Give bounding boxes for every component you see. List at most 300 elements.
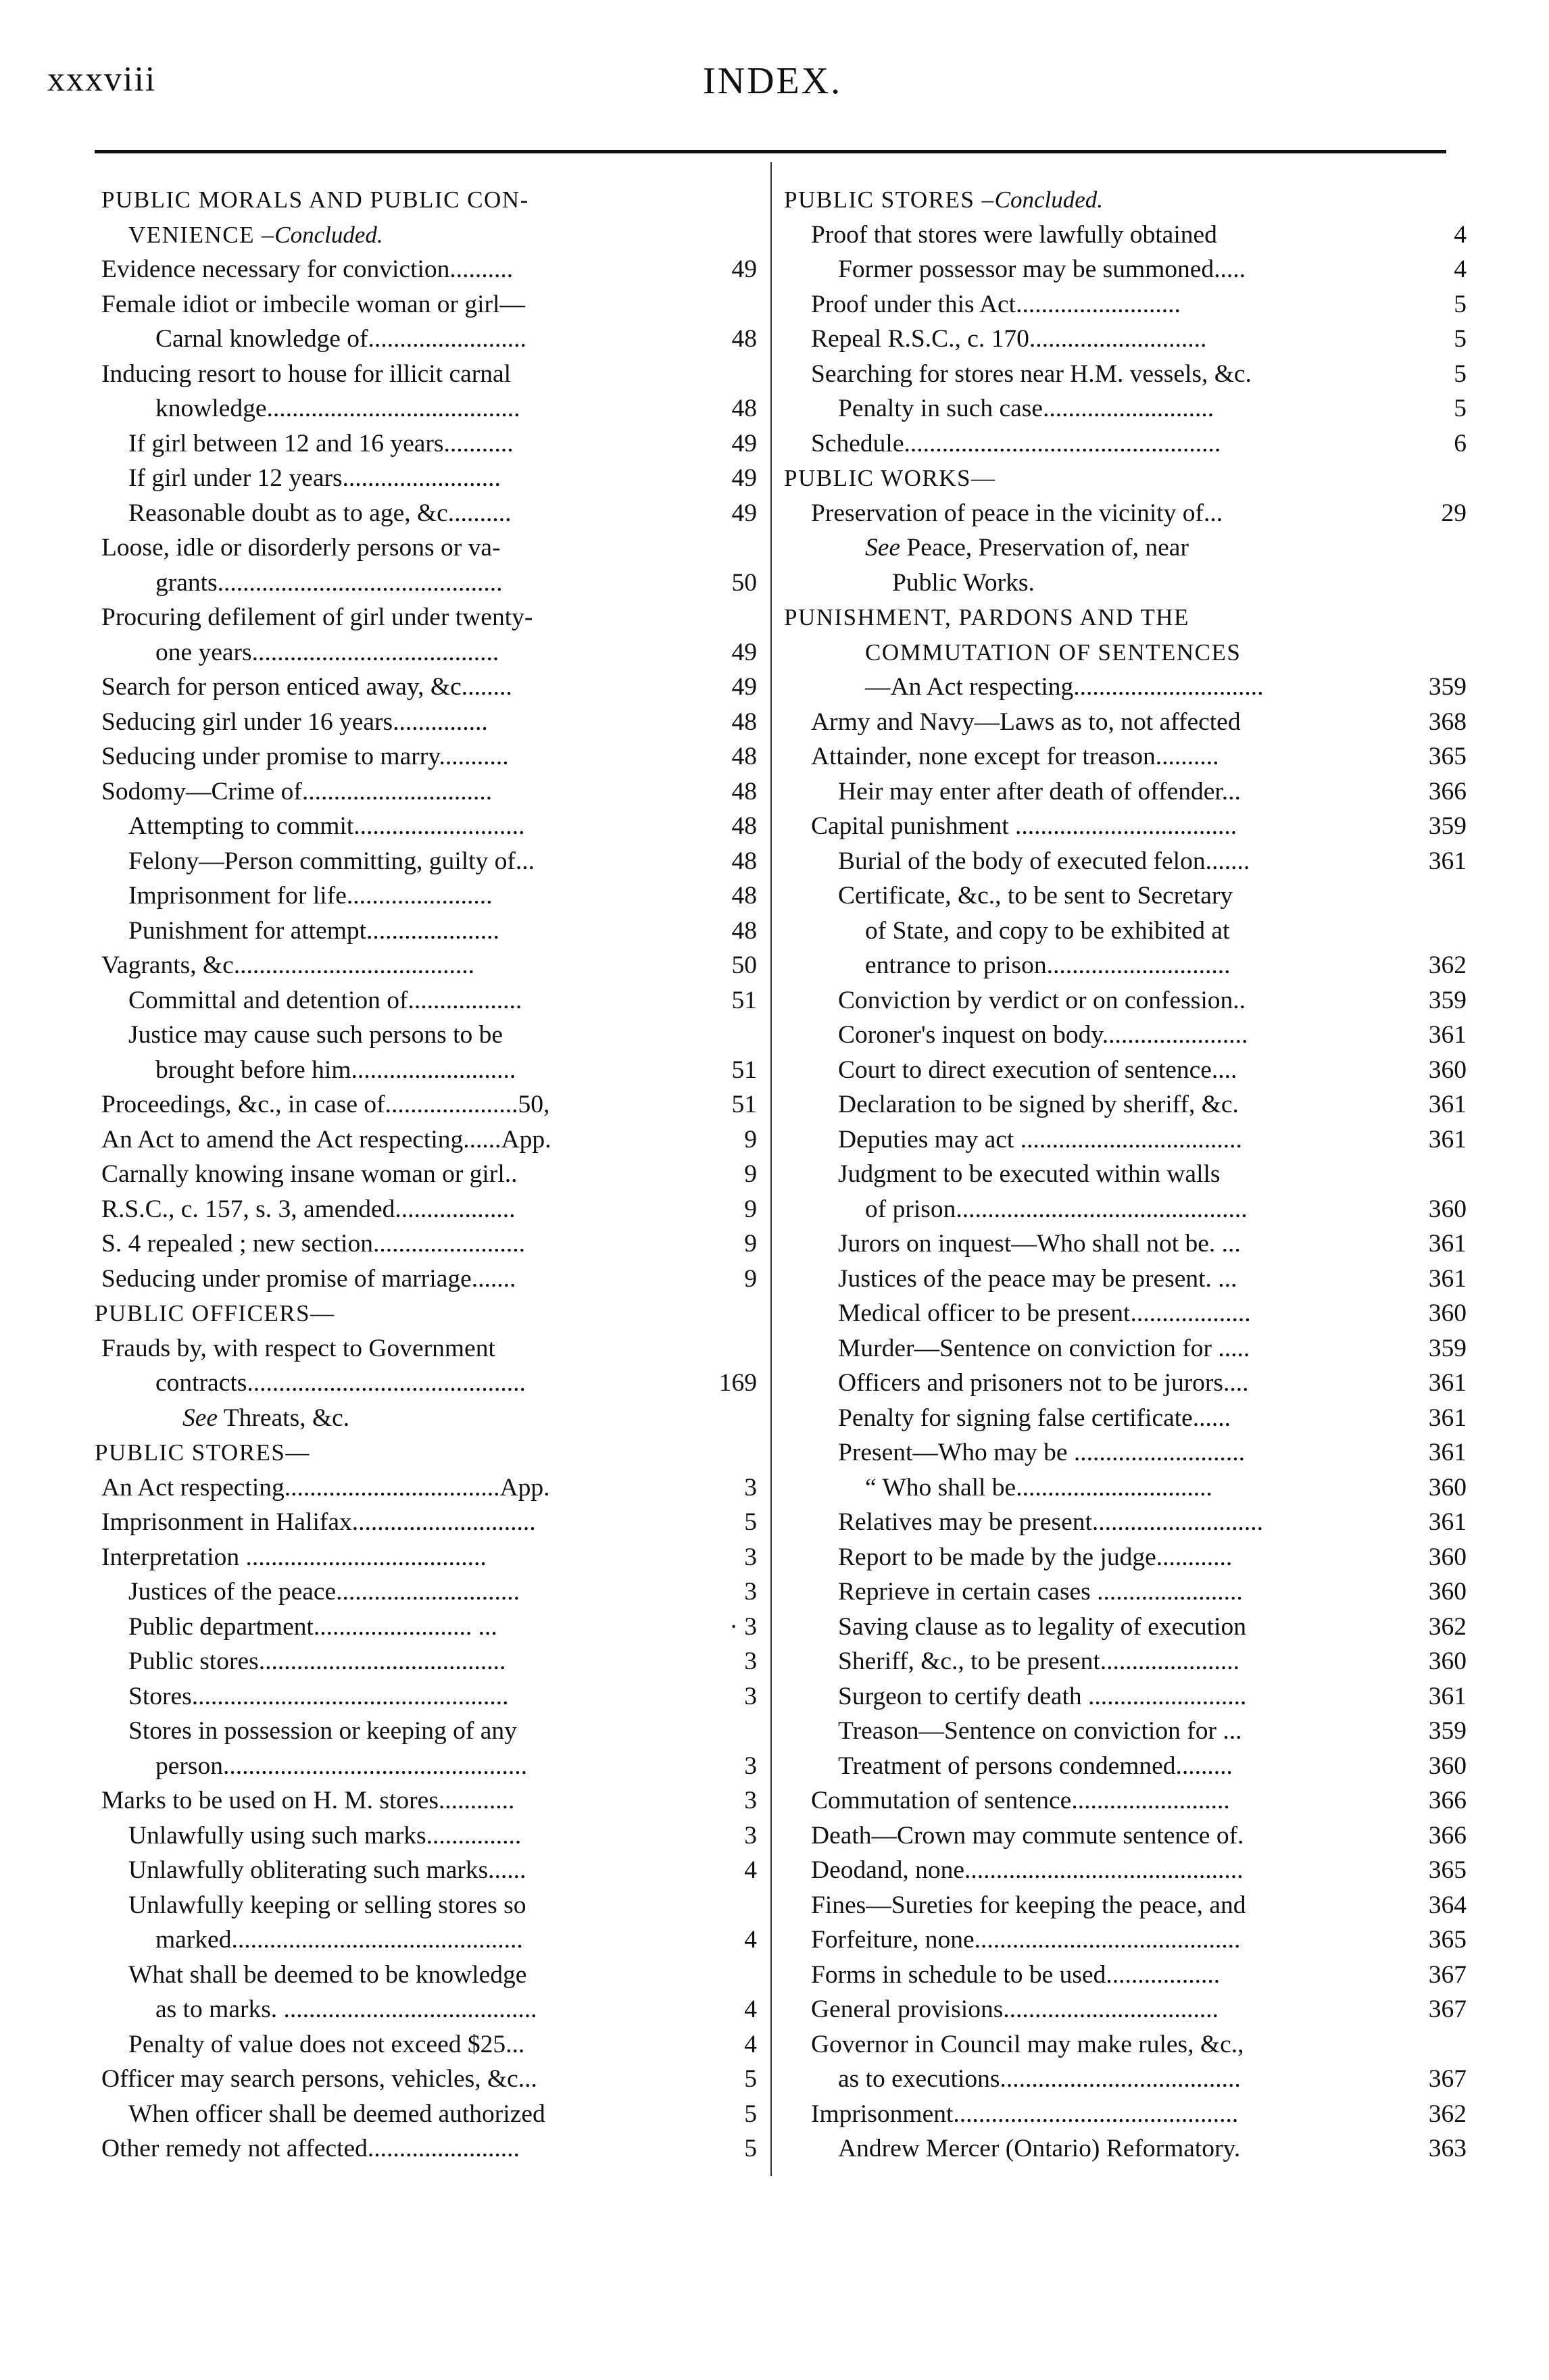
index-entry: [784, 1888, 1467, 1923]
entry-text: [128, 1647, 506, 1675]
entry-text: [101, 1474, 549, 1502]
page-reference: 364: [1428, 1891, 1467, 1919]
entry-label: Peace, Preservation of, near: [906, 534, 1189, 562]
entry-text: [838, 2065, 1241, 2093]
page-reference: 5: [1454, 325, 1467, 353]
entry-label: Penalty for signing false certificate......: [838, 1404, 1231, 1432]
entry-label: Proceedings, &c., in case of.....................50,: [101, 1091, 550, 1118]
index-entry: [101, 1470, 757, 1506]
entry-text: [128, 847, 535, 875]
entry-label: —An Act respecting..............................: [865, 673, 1264, 701]
entry-label: Former possessor may be summoned.....: [838, 255, 1246, 283]
index-entry: [784, 1783, 1467, 1818]
index-entry: [101, 1888, 757, 1923]
index-column-left: [95, 182, 757, 2166]
entry-text: [838, 987, 1246, 1014]
index-entry: [101, 705, 757, 740]
page-reference: 3: [744, 1578, 757, 1606]
page-reference: 6: [1454, 429, 1467, 457]
page-reference: 360: [1428, 1056, 1467, 1084]
index-entry: [101, 322, 757, 357]
entry-text: [128, 1717, 517, 1745]
page-reference: 359: [1428, 673, 1467, 701]
entry-text: [128, 1822, 521, 1850]
entry-text: [101, 1126, 551, 1154]
page-reference: 50: [731, 951, 757, 979]
entry-text: [865, 1195, 1248, 1223]
index-entry: [784, 1992, 1467, 2027]
entry-label: Reprieve in certain cases .......................: [838, 1578, 1243, 1606]
index-entry: [101, 1157, 757, 1192]
page-reference: 366: [1428, 1821, 1467, 1850]
entry-label: PUBLIC OFFICERS—: [95, 1300, 335, 1327]
page-reference: 4: [744, 1995, 757, 2023]
entry-text: [811, 812, 1237, 840]
entry-label: Justices of the peace may be present. ...: [838, 1264, 1237, 1293]
entry-text: [811, 1995, 1219, 2023]
page-header: [0, 59, 1549, 114]
entry-label: Andrew Mercer (Ontario) Reformatory.: [838, 2135, 1241, 2162]
entry-text: [155, 639, 499, 666]
page-reference: 9: [744, 1230, 757, 1258]
index-entry: [101, 287, 757, 322]
index-entry: [101, 1714, 757, 1749]
page-reference: 49: [731, 255, 757, 283]
entry-text: [128, 882, 492, 910]
entry-label: Loose, idle or disorderly persons or va-: [101, 534, 501, 562]
entry-label: Declaration to be signed by sheriff, &c.: [838, 1091, 1239, 1118]
entry-label: Seducing under promise of marriage.......: [101, 1264, 516, 1293]
entry-label: PUNISHMENT, PARDONS AND THE: [784, 604, 1189, 630]
index-entry: [784, 1226, 1467, 1262]
page-reference: 48: [731, 395, 757, 422]
index-entry: [101, 252, 757, 287]
entry-label: Capital punishment ...................................: [811, 812, 1237, 840]
page-reference: 361: [1428, 1682, 1467, 1710]
entry-text: [865, 951, 1231, 979]
entry-label: Governor in Council may make rules, &c.,: [811, 2030, 1244, 2058]
entry-label: Conviction by verdict or on confession..: [838, 986, 1246, 1014]
entry-text: [128, 987, 522, 1014]
entry-label: Other remedy not affected........................: [101, 2135, 520, 2162]
entry-label: Interpretation ......................................: [101, 1543, 487, 1571]
index-entry: [101, 1610, 757, 1645]
header-rule: [95, 150, 1446, 153]
index-entry: [784, 391, 1467, 426]
index-entry: [101, 1018, 757, 1053]
index-entry: [784, 1923, 1467, 1958]
entry-label: of prison..............................................: [865, 1195, 1248, 1223]
entry-label: Inducing resort to house for illicit carnal: [101, 360, 512, 388]
entry-label: If girl between 12 and 16 years...........: [128, 429, 514, 457]
entry-text: [101, 603, 533, 631]
index-entry: [784, 2131, 1467, 2166]
entry-text: [101, 187, 529, 213]
entry-text: [838, 1056, 1237, 1084]
entry-text: [811, 1822, 1244, 1850]
page-reference: 5: [744, 2135, 757, 2162]
page-reference: 360: [1428, 1299, 1467, 1327]
page-reference: · 3: [729, 1612, 757, 1641]
entry-label: as to marks. ........................................: [155, 1995, 537, 2023]
entry-text: [892, 569, 1035, 597]
entry-label: Carnal knowledge of.........................: [155, 325, 526, 353]
page-title: INDEX.: [703, 60, 843, 102]
entry-text: [101, 1091, 549, 1118]
index-entry: [101, 1923, 757, 1958]
entry-text: [155, 1995, 537, 2023]
entry-text: [155, 1369, 526, 1397]
entry-label: marked..............................................: [155, 1926, 523, 1954]
entry-text: [128, 464, 501, 492]
entry-text: [838, 1299, 1251, 1327]
entry-text: [811, 743, 1219, 770]
entry-label: of State, and copy to be exhibited at: [865, 916, 1230, 945]
page-reference: 360: [1428, 1195, 1467, 1223]
page-reference: 4: [1454, 220, 1467, 249]
entry-label: Threats, &c.: [223, 1404, 350, 1432]
entry-label: “ Who shall be...............................: [865, 1473, 1212, 1502]
entry-label: COMMUTATION OF SENTENCES: [865, 639, 1241, 666]
index-column-right: [784, 182, 1467, 2166]
entry-text: [838, 255, 1246, 283]
entry-text: [128, 1856, 526, 1884]
page-reference: 5: [744, 2065, 757, 2093]
page-reference: 362: [1428, 951, 1467, 979]
entry-label: Saving clause as to legality of execution: [838, 1612, 1246, 1641]
entry-text: [128, 1683, 509, 1710]
entry-label: Officer may search persons, vehicles, &c...: [101, 2065, 537, 2093]
index-entry: [101, 670, 757, 705]
page-reference: 361: [1428, 1369, 1467, 1397]
page-reference: 3: [744, 1752, 757, 1780]
entry-label: Imprisonment for life.......................: [128, 882, 493, 910]
index-heading: [784, 461, 1467, 496]
entry-text: [101, 951, 474, 979]
entry-text: [128, 2031, 524, 2058]
page-reference: 3: [744, 1682, 757, 1710]
entry-label: General provisions..................................: [811, 1995, 1219, 2023]
page-reference: 50: [731, 568, 757, 597]
index-entry: [101, 914, 757, 949]
entry-label: grants.............................................: [155, 568, 503, 597]
entry-label: Imprisonment.............................................: [811, 2100, 1239, 2128]
index-entry: [101, 1783, 757, 1818]
entry-label: Female idiot or imbecile woman or girl—: [101, 290, 525, 318]
page-reference: 362: [1428, 1612, 1467, 1641]
index-entry: [784, 1435, 1467, 1470]
index-entry: [101, 948, 757, 983]
index-entry: [101, 1505, 757, 1540]
entry-label: Relatives may be present...........................: [838, 1508, 1264, 1536]
entry-label: Justice may cause such persons to be: [128, 1021, 503, 1049]
page-reference: 361: [1428, 1404, 1467, 1432]
entry-text: [838, 882, 1233, 910]
entry-label: Schedule..................................................: [811, 429, 1221, 457]
index-heading: [784, 182, 1467, 218]
page-reference: 360: [1428, 1473, 1467, 1502]
entry-label: Proof under this Act..........................: [811, 290, 1181, 318]
page-reference: 48: [731, 882, 757, 910]
index-entry: [101, 391, 757, 426]
page-reference: 48: [731, 812, 757, 840]
entry-label: Heir may enter after death of offender...: [838, 777, 1241, 805]
index-entry: [784, 1122, 1467, 1158]
page-reference: 4: [744, 1856, 757, 1884]
entry-text: [101, 1787, 514, 1814]
page-reference: 51: [731, 1091, 757, 1118]
entry-text: [865, 639, 1241, 666]
column-divider: [770, 162, 772, 2176]
index-entry: [784, 670, 1467, 705]
page-reference: 5: [1454, 395, 1467, 422]
entry-label: as to executions......................................: [838, 2065, 1241, 2093]
entry-text: [182, 1404, 349, 1432]
entry-text: [128, 1961, 526, 1989]
entry-text: [128, 1021, 503, 1049]
entry-label: Stores..................................................: [128, 1682, 509, 1710]
entry-text: [811, 430, 1221, 457]
index-entry: [784, 1192, 1467, 1227]
entry-text: [155, 395, 520, 422]
index-entry: [101, 844, 757, 879]
index-entry: [784, 774, 1467, 810]
page-reference: 361: [1428, 1125, 1467, 1154]
entry-text: [128, 499, 512, 527]
entry-text: [101, 1543, 487, 1571]
entry-label: Deodand, none............................................: [811, 1856, 1244, 1884]
index-entry: [784, 2097, 1467, 2132]
entry-text: [838, 1683, 1246, 1710]
entry-label: Imprisonment in Halifax.............................: [101, 1508, 536, 1536]
entry-text: [811, 360, 1252, 388]
entry-label: Vagrants, &c......................................: [101, 951, 475, 979]
index-entry: [784, 1749, 1467, 1784]
index-entry: [784, 948, 1467, 983]
entry-text: [838, 778, 1241, 805]
entry-label: person................................................: [155, 1752, 527, 1780]
index-entry: [101, 1540, 757, 1575]
index-entry: [101, 2097, 757, 2132]
page-reference: 5: [744, 1508, 757, 1536]
page-reference: 5: [1454, 290, 1467, 318]
index-entry: [784, 496, 1467, 531]
entry-text: [865, 917, 1229, 945]
entry-text: [811, 1961, 1220, 1989]
index-entry: [784, 426, 1467, 462]
index-entry: [784, 809, 1467, 844]
entry-label: Penalty of value does not exceed $25...: [128, 2030, 525, 2058]
index-heading: [95, 1435, 757, 1470]
index-entry: [784, 287, 1467, 322]
page-reference: 360: [1428, 1752, 1467, 1780]
page-reference: 49: [731, 673, 757, 701]
entry-text: [155, 1056, 516, 1084]
page-reference: 4: [744, 2030, 757, 2058]
entry-text: [101, 743, 509, 770]
entry-label: Coroner's inquest on body.......................: [838, 1021, 1248, 1049]
entry-text: [838, 1543, 1232, 1571]
page-reference: 361: [1428, 1091, 1467, 1118]
entry-label: Punishment for attempt.....................: [128, 916, 499, 945]
entry-text: [101, 1160, 518, 1188]
index-entry: [784, 1505, 1467, 1540]
entry-text: [101, 708, 488, 736]
index-entry: [784, 1401, 1467, 1436]
page-reference: 48: [731, 708, 757, 736]
entry-text: [101, 255, 513, 283]
entry-text: [95, 1300, 335, 1327]
entry-label: Certificate, &c., to be sent to Secretary: [838, 882, 1233, 910]
see-reference: See: [865, 534, 901, 562]
entry-text: [155, 569, 503, 597]
entry-label: PUBLIC MORALS AND PUBLIC CON-: [101, 187, 529, 213]
entry-text: [838, 1335, 1250, 1362]
index-entry: [101, 1401, 757, 1436]
index-entry: [784, 1853, 1467, 1888]
continued-label: Concluded.: [994, 187, 1104, 213]
index-heading: [784, 600, 1467, 635]
index-entry: [101, 2062, 757, 2097]
index-entry: [101, 1087, 757, 1122]
page-reference: 49: [731, 464, 757, 492]
page-reference: 366: [1428, 1787, 1467, 1814]
entry-text: [838, 1717, 1241, 1745]
entry-text: [101, 1265, 516, 1293]
entry-text: [811, 1926, 1240, 1954]
page-reference: 9: [744, 1125, 757, 1154]
page-reference: 48: [731, 847, 757, 875]
entry-text: [811, 2100, 1238, 2128]
index-entry: [784, 878, 1467, 914]
entry-text: [101, 673, 512, 701]
entry-label: Penalty in such case...........................: [838, 395, 1214, 422]
index-entry: [784, 252, 1467, 287]
index-heading: [95, 1296, 757, 1331]
page-reference: 4: [1454, 255, 1467, 283]
index-entry: [101, 983, 757, 1018]
page-reference: 365: [1428, 1856, 1467, 1884]
index-entry: [784, 1053, 1467, 1088]
entry-label: Treason—Sentence on conviction for ...: [838, 1717, 1242, 1745]
entry-label: Present—Who may be ...........................: [838, 1439, 1245, 1466]
page-reference: 359: [1428, 1334, 1467, 1362]
entry-label: Attainder, none except for treason..........: [811, 743, 1219, 770]
entry-text: [838, 1091, 1239, 1118]
page-reference: 3: [744, 1821, 757, 1850]
entry-text: [838, 1230, 1241, 1258]
entry-text: [784, 465, 995, 491]
entry-text: [838, 1508, 1263, 1536]
entry-label: Judgment to be executed within walls: [838, 1160, 1221, 1188]
page-reference: 361: [1428, 1021, 1467, 1049]
entry-label: Forms in schedule to be used..................: [811, 1960, 1221, 1989]
index-entry: [101, 1226, 757, 1262]
entry-text: [128, 1891, 526, 1919]
index-entry: [784, 322, 1467, 357]
entry-text: [838, 847, 1250, 875]
see-reference: See: [182, 1404, 218, 1432]
entry-label: Public department......................... ...: [128, 1612, 497, 1641]
index-entry: [101, 1644, 757, 1679]
entry-text: [838, 1369, 1249, 1397]
entry-text: [838, 1647, 1239, 1675]
page-reference: 49: [731, 638, 757, 666]
entry-text: [811, 708, 1241, 736]
entry-text: [838, 1613, 1246, 1641]
entry-text: [128, 1578, 520, 1606]
page-reference: 361: [1428, 1230, 1467, 1258]
entry-label: Jurors on inquest—Who shall not be. ...: [838, 1230, 1241, 1258]
entry-label: Sodomy—Crime of..............................: [101, 777, 493, 805]
index-entry: [784, 1296, 1467, 1331]
entry-text: [838, 1752, 1233, 1780]
entry-label: Medical officer to be present...................: [838, 1299, 1251, 1327]
entry-label: Unlawfully keeping or selling stores so: [128, 1891, 526, 1919]
entry-text: [838, 395, 1214, 422]
index-entry: [101, 2027, 757, 2062]
index-entry: [784, 1818, 1467, 1854]
index-entry: [784, 218, 1467, 253]
entry-label: PUBLIC STORES—: [95, 1439, 310, 1466]
index-heading: [784, 635, 1467, 670]
page-reference: 9: [744, 1264, 757, 1293]
entry-text: [128, 812, 524, 840]
index-entry: [784, 705, 1467, 740]
page-reference: 5: [1454, 360, 1467, 388]
index-entry: [101, 1575, 757, 1610]
index-entry: [101, 566, 757, 601]
entry-label: Commutation of sentence.........................: [811, 1787, 1230, 1814]
index-entry: [101, 461, 757, 496]
index-entry: [101, 878, 757, 914]
index-entry: [101, 1262, 757, 1297]
index-entry: [101, 1366, 757, 1401]
entry-text: [101, 2135, 520, 2162]
index-entry: [784, 566, 1467, 601]
entry-label: knowledge........................................: [155, 395, 520, 422]
entry-label: Court to direct execution of sentence....: [838, 1056, 1237, 1084]
page-reference: 51: [731, 986, 757, 1014]
index-entry: [784, 1157, 1467, 1192]
page-reference: 367: [1428, 1995, 1467, 2023]
page-reference: 9: [744, 1160, 757, 1188]
entry-label: Army and Navy—Laws as to, not affected: [811, 708, 1241, 736]
page-reference: 29: [1441, 499, 1467, 527]
entry-label: Unlawfully using such marks...............: [128, 1821, 522, 1850]
page-reference: 359: [1428, 812, 1467, 840]
entry-label: Surgeon to certify death .........................: [838, 1682, 1247, 1710]
page-reference: 3: [744, 1543, 757, 1571]
entry-label: Reasonable doubt as to age, &c..........: [128, 499, 512, 527]
index-entry: [784, 2027, 1467, 2062]
index-entry: [101, 1992, 757, 2027]
entry-label: Report to be made by the judge............: [838, 1543, 1233, 1571]
index-entry: [784, 1714, 1467, 1749]
entry-label: Death—Crown may commute sentence of.: [811, 1821, 1244, 1850]
page-reference: 9: [744, 1195, 757, 1223]
entry-label: Preservation of peace in the vicinity of...: [811, 499, 1223, 527]
entry-text: [811, 291, 1181, 318]
entry-text: [838, 1021, 1248, 1049]
index-entry: [784, 1575, 1467, 1610]
entry-text: [155, 1752, 527, 1780]
index-entry: [101, 530, 757, 566]
index-entry: [784, 983, 1467, 1018]
index-entry: [784, 739, 1467, 774]
page-reference: 365: [1428, 1926, 1467, 1954]
entry-text: [838, 1265, 1237, 1293]
